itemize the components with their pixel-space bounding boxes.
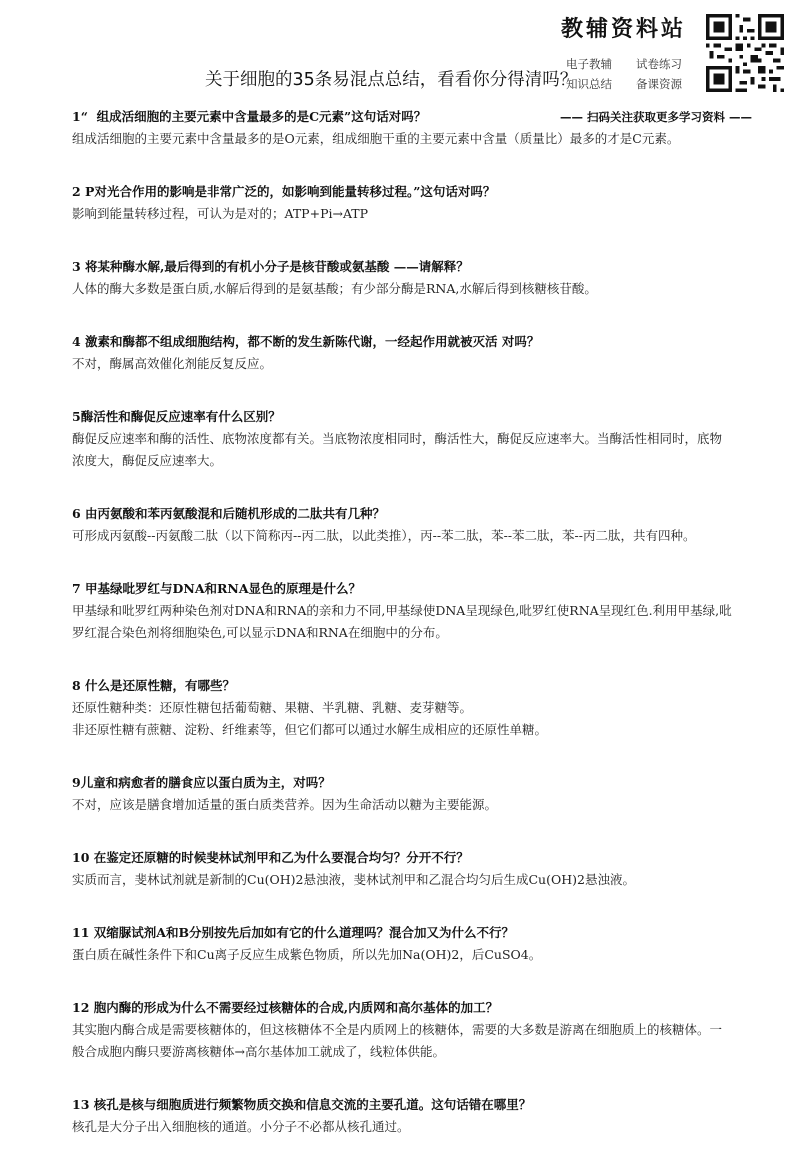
qa-item: [72, 406, 732, 472]
question: 5酶活性和酶促反应速率有什么区别？: [72, 409, 281, 424]
question: 10 在鉴定还原糖的时候斐林试剂甲和乙为什么要混合均匀？分开不行？: [72, 850, 469, 865]
brand-link: 知识总结: [566, 77, 612, 91]
qa-item: [72, 106, 732, 150]
qa-item: [72, 997, 732, 1063]
question: 12 胞内酶的形成为什么不需要经过核糖体的合成,内质网和高尔基体的加工？: [72, 1000, 499, 1015]
qa-item: [72, 181, 732, 225]
qa-item: [72, 256, 732, 300]
qa-item: [72, 675, 732, 741]
brand-link: 试卷练习: [636, 57, 682, 71]
answer: 组成活细胞的主要元素中含量最多的是O元素，组成细胞干重的主要元素中含量（质量比）最多的才是C元素。: [72, 131, 680, 146]
qa-item: [72, 922, 732, 966]
answer: 其实胞内酶合成是需要核糖体的，但这核糖体不全是内质网上的核糖体，需要的大多数是游离在细胞质上的核糖体。一般合成胞内酶只要游离核糖体→高尔基体加工就成了，线粒体供能。: [72, 1022, 723, 1059]
brand-link: 备课资源: [636, 77, 682, 91]
question: 1“ 组成活细胞的主要元素中含量最多的是C元素”这句话对吗？: [72, 109, 427, 124]
question: 8 什么是还原性糖，有哪些？: [72, 678, 236, 693]
qa-item: [72, 578, 732, 644]
answer: 酶促反应速率和酶的活性、底物浓度都有关。当底物浓度相同时，酶活性大，酶促反应速率大。当酶活性相同时，底物浓度大，酶促反应速率大。: [72, 431, 723, 468]
question: 9儿童和病愈者的膳食应以蛋白质为主，对吗？: [72, 775, 331, 790]
answer: 蛋白质在碱性条件下和Cu离子反应生成紫色物质，所以先加Na(OH)2，后CuSO4。: [72, 947, 542, 962]
brand-link: 电子教辅: [566, 57, 612, 71]
answer: 核孔是大分子出入细胞核的通道。小分子不必都从核孔通过。: [72, 1119, 410, 1134]
answer: 人体的酶大多数是蛋白质,水解后得到的是氨基酸；有少部分酶是RNA,水解后得到核糖核苷酸。: [72, 281, 597, 296]
answer: 实质而言，斐林试剂就是新制的Cu(OH)2悬浊液，斐林试剂甲和乙混合均匀后生成Cu(OH)2悬浊液。: [72, 872, 635, 887]
question: 3 将某种酶水解,最后得到的有机小分子是核苷酸或氨基酸 ——请解释？: [72, 259, 469, 274]
qr-code-icon: [706, 14, 784, 92]
qa-item: [72, 331, 732, 375]
answer: 甲基绿和吡罗红两种染色剂对DNA和RNA的亲和力不同,甲基绿使DNA呈现绿色,吡罗红使RNA呈现红色.利用甲基绿,吡罗红混合染色剂将细胞染色,可以显示DNA和RNA在细胞中的分布。: [72, 603, 732, 640]
question: 4 激素和酶都不组成细胞结构，都不断的发生新陈代谢，一经起作用就被灭活 对吗？: [72, 334, 540, 349]
question: 7 甲基绿吡罗红与DNA和RNA显色的原理是什么？: [72, 581, 362, 596]
qa-item: [72, 1094, 732, 1138]
answer: 不对，酶属高效催化剂能反复反应。: [72, 356, 273, 371]
answer: 影响到能量转移过程，可认为是对的；ATP+Pi→ATP: [72, 206, 369, 221]
qa-item: [72, 772, 732, 816]
brand-name: 教辅资料站: [561, 17, 687, 42]
page-title: 关于细胞的35条易混点总结，看看你分得清吗？: [205, 70, 578, 90]
question: 6 由丙氨酸和苯丙氨酸混和后随机形成的二肽共有几种？: [72, 506, 386, 521]
question: 11 双缩脲试剂A和B分别按先后加如有它的什么道理吗？混合加又为什么不行？: [72, 925, 515, 940]
qa-list: [72, 106, 732, 1169]
answer: 不对，应该是膳食增加适量的蛋白质类营养。因为生命活动以糖为主要能源。: [72, 797, 498, 812]
answer: 还原性糖种类：还原性糖包括葡萄糖、果糖、半乳糖、乳糖、麦芽糖等。 非还原性糖有蔗糖、淀粉、纤维素等，但它们都可以通过水解生成相应的还原性单糖。: [72, 700, 548, 737]
question: 13 核孔是核与细胞质进行频繁物质交换和信息交流的主要孔道。这句话错在哪里？: [72, 1097, 532, 1112]
qa-item: [72, 503, 732, 547]
answer: 可形成丙氨酸--丙氨酸二肽（以下简称丙--丙二肽，以此类推），丙--苯二肽，苯--苯二肽，苯--丙二肽，共有四种。: [72, 528, 696, 543]
qa-item: [72, 847, 732, 891]
brand-links: [566, 56, 696, 92]
qr-slogan: —— 扫码关注获取更多学习资料 ——: [560, 110, 753, 124]
question: 2 P对光合作用的影响是非常广泛的，如影响到能量转移过程。”这句话对吗？: [72, 184, 496, 199]
